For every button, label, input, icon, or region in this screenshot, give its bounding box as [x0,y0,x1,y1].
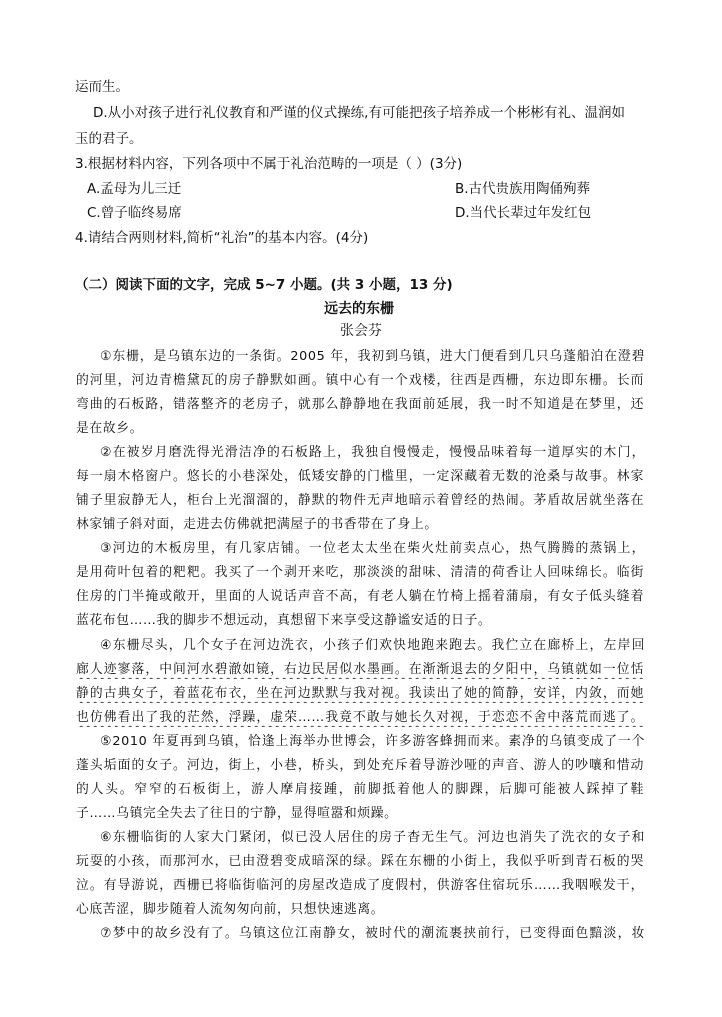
article-title: 远去的东栅 [324,301,394,317]
article-line-2: 的河里，河边青檐黛瓦的房子静默如画。镇中心有一个戏楼，往西是西栅，东边即东栅。长而 [76,373,644,388]
q3-option-a: A.孟母为儿三迁 [87,181,182,197]
article-line-23: 泣。有导游说，西栅已将临街临河的房屋改造成了度假村，供游客住宿玩乐……我咽喉发干， [76,878,644,893]
section2-heading: （二）阅读下面的文字，完成 5~7 小题。(共 3 小题，13 分) [75,277,453,293]
article-line-14: 廊人迹寥落，中间河水碧澈如镜，右边民居似水墨画。在渐渐退去的夕阳中，乌镇就如一位恬 [76,662,644,677]
article-line-25: ⑦梦中的故乡没有了。乌镇这位江南静女，被时代的潮流裹挟前行，已变得面色黯淡，妆 [100,926,645,941]
article-line-4: 是在故乡。 [76,421,143,436]
article-line-3: 弯曲的石板路，错落整齐的老房子，就那么静静地在我面前延展，我一时不知道是在梦里，还 [76,397,644,412]
q3-option-b: B.古代贵族用陶俑殉葬 [455,181,591,197]
article-line-18: 蓬头垢面的女子。河边，街上，小巷，桥头，到处充斥着导游沙哑的声音、游人的吵嚷和惜动 [76,758,644,773]
q3-stem: 3.根据材料内容，下列各项中不属于礼治范畴的一项是（ ）(3分) [75,156,463,172]
article-line-21: ⑥东栅临街的人家大门紧闭，似已没人居住的房子杳无生气。河边也消失了洗衣的女子和 [100,830,645,845]
q2-tail-line: 运而生。 [75,79,129,95]
article-line-11: 住房的门半掩或敞开，里面的人说话声音不高，有老人躺在竹椅上摇着蒲扇，有女子低头缝着 [76,589,644,604]
article-line-12: 蓝花布包……我的脚步不想远动，真想留下来享受这静谧安适的日子。 [76,613,492,628]
article-line-22: 玩耍的小孩，而那河水，已由澄碧变成暗深的绿。踩在东栅的小街上，我似乎听到青石板的哭 [76,854,644,869]
q3-option-d: D.当代长辈过年发红包 [455,205,592,221]
article-line-1: ①东栅，是乌镇东边的一条街。2005 年，我初到乌镇，进大门便看到几只乌蓬船泊在澄碧 [100,349,645,364]
article-line-5: ②在被岁月磨洗得光滑洁净的石板路上，我独自慢慢走，慢慢品味着每一道厚实的木门， [100,445,645,460]
article-line-7: 铺子里寂静无人，柜台上光溜溜的，静默的物件无声地暗示着曾经的热闹。茅盾故居就坐落在 [76,493,644,508]
article-line-24: 心底苦涩，脚步随着人流匆匆向前，只想快速逃离。 [76,902,385,917]
article-line-10: 是用荷叶包着的粑粑。我买了一个剥开来吃，那淡淡的甜味、清清的荷香让人回味绵长。临街 [76,565,644,580]
article-author: 张会芬 [340,323,382,339]
q2-option-d-line2: 玉的君子。 [75,131,143,147]
q2-option-d-line1: D.从小对孩子进行礼仪教育和严谨的仪式操练,有可能把孩子培养成一个彬彬有礼、温润如 [93,105,625,121]
article-line-19: 的人头。窄窄的石板街上，游人摩肩接踵，前脚抵着他人的脚踝，后脚可能被人踩掉了鞋 [76,782,644,797]
q4-stem: 4.请结合两则材料,简析“礼治”的基本内容。(4分) [75,230,369,246]
article-line-13: ④东栅尽头，几个女子在河边洗衣，小孩子们欢快地跑来跑去。我伫立在廊桥上，左岸回 [100,638,645,653]
q3-option-c: C.曾子临终易席 [87,205,182,221]
article-line-8: 林家铺子斜对面，走进去仿佛就把满屋子的书香带在了身上。 [76,517,438,532]
article-line-9: ③河边的木板房里，有几家店铺。一位老太太坐在柴火灶前卖点心，热气腾腾的蒸锅上， [100,541,645,556]
article-line-6: 每一扇木格窗户。悠长的小巷深处，低矮安静的门槛里，一定深藏着无数的沧桑与故事。林家 [76,469,644,484]
article-line-17: ⑤2010 年夏再到乌镇，恰逢上海举办世博会，许多游客蜂拥而来。素净的乌镇变成了一个 [100,734,645,749]
article-line-16: 也仿佛看出了我的茫然，浮躁，虚荣……我竟不敢与她长久对视，于恋恋不舍中落荒而逃了。 [76,710,644,725]
article-line-20: 子……乌镇完全失去了往日的宁静，显得喧嚣和烦躁。 [76,806,398,821]
article-line-15: 静的古典女子，着蓝花布衣，坐在河边默默与我对视。我读出了她的简静，安详，内敛，而她 [76,686,644,701]
